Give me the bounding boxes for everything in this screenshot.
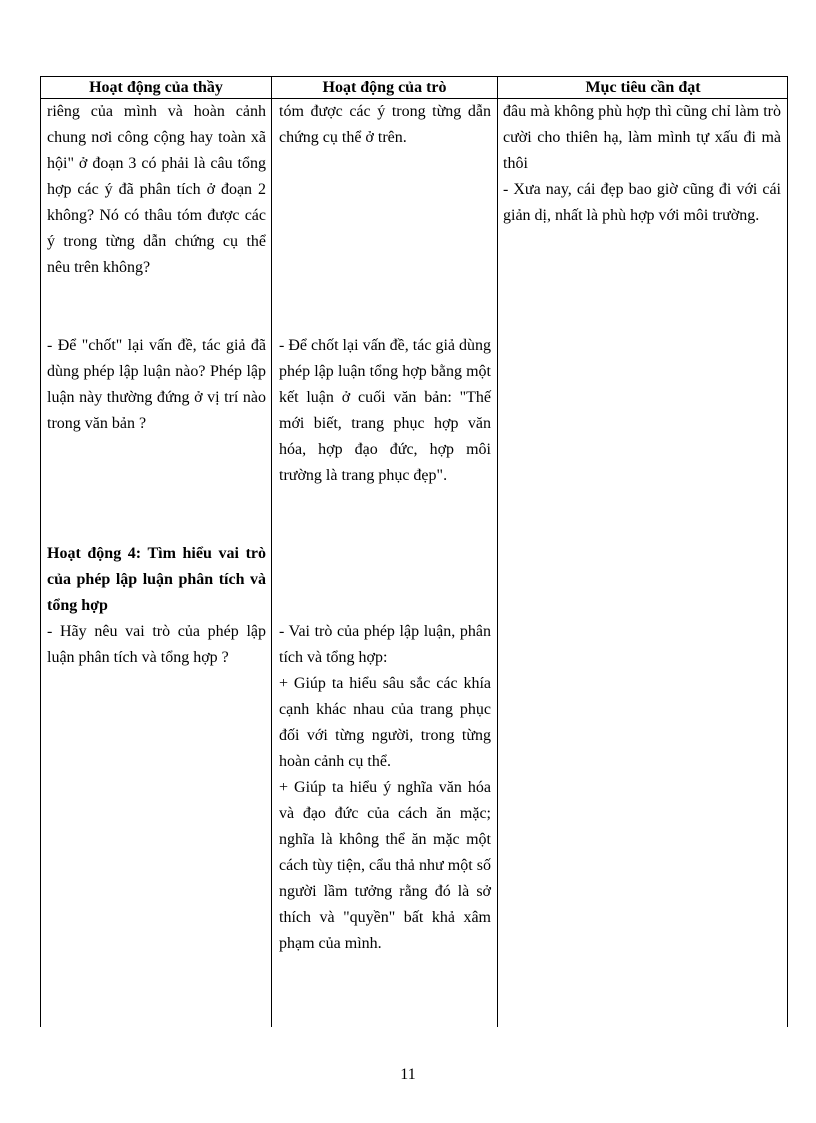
page-number: 11 — [400, 1066, 416, 1083]
activity-4-heading: Hoạt động 4: Tìm hiểu vai trò của phép lập luận phân tích và tổng hợp — [47, 545, 266, 614]
activity-table — [40, 76, 788, 1027]
header-student-activity: Hoạt động của trò — [322, 79, 447, 96]
student-paragraph: + Giúp ta hiểu ý nghĩa văn hóa và đạo đức của cách ăn mặc; nghĩa là không thể ăn mặc một cách tùy tiện, cẩu thả như một số người lầm tưởng rằng đó là sở thích và "quyền" bất khả xâm phạm của mình. — [279, 779, 491, 952]
teacher-paragraph: - Để "chốt" lại vấn đề, tác giả đã dùng phép lập luận nào? Phép lập luận này thường đứng ở vị trí nào trong văn bản ? — [47, 337, 266, 432]
teacher-activity-cell — [47, 99, 266, 671]
student-paragraph: tóm được các ý trong từng dẫn chứng cụ thể ở trên. — [279, 103, 491, 146]
goal-cell — [503, 99, 781, 229]
teacher-paragraph: - Hãy nêu vai trò của phép lập luận phân tích và tổng hợp ? — [47, 623, 266, 666]
goal-paragraph: đâu mà không phù hợp thì cũng chỉ làm trò cười cho thiên hạ, làm mình tự xấu đi mà thôi — [503, 103, 781, 172]
column-divider — [497, 77, 498, 1027]
teacher-paragraph: riêng của mình và hoàn cảnh chung nơi công cộng hay toàn xã hội" ở đoạn 3 có phải là câu tổng hợp các ý đã phân tích ở đoạn 2 không? Nó có thâu tóm được các ý trong từng dẫn chứng cụ thể nêu trên không? — [47, 103, 266, 276]
goal-paragraph: - Xưa nay, cái đẹp bao giờ cũng đi với cái giản dị, nhất là phù hợp với môi trường. — [503, 181, 781, 224]
header-teacher-activity: Hoạt động của thầy — [89, 79, 223, 96]
student-paragraph: - Vai trò của phép lập luận, phân tích và tổng hợp: — [279, 623, 491, 666]
student-activity-cell — [279, 99, 491, 957]
header-goal: Mục tiêu cần đạt — [585, 79, 701, 96]
column-divider — [271, 77, 272, 1027]
student-paragraph: + Giúp ta hiểu sâu sắc các khía cạnh khác nhau của trang phục đối với từng người, trong từng hoàn cảnh cụ thể. — [279, 675, 491, 770]
student-paragraph: - Để chốt lại vấn đề, tác giả dùng phép lập luận tổng hợp bằng một kết luận ở cuối văn bản: "Thế mới biết, trang phục hợp văn hóa, hợp đạo đức, hợp môi trường là trang phục đẹp". — [279, 337, 491, 484]
